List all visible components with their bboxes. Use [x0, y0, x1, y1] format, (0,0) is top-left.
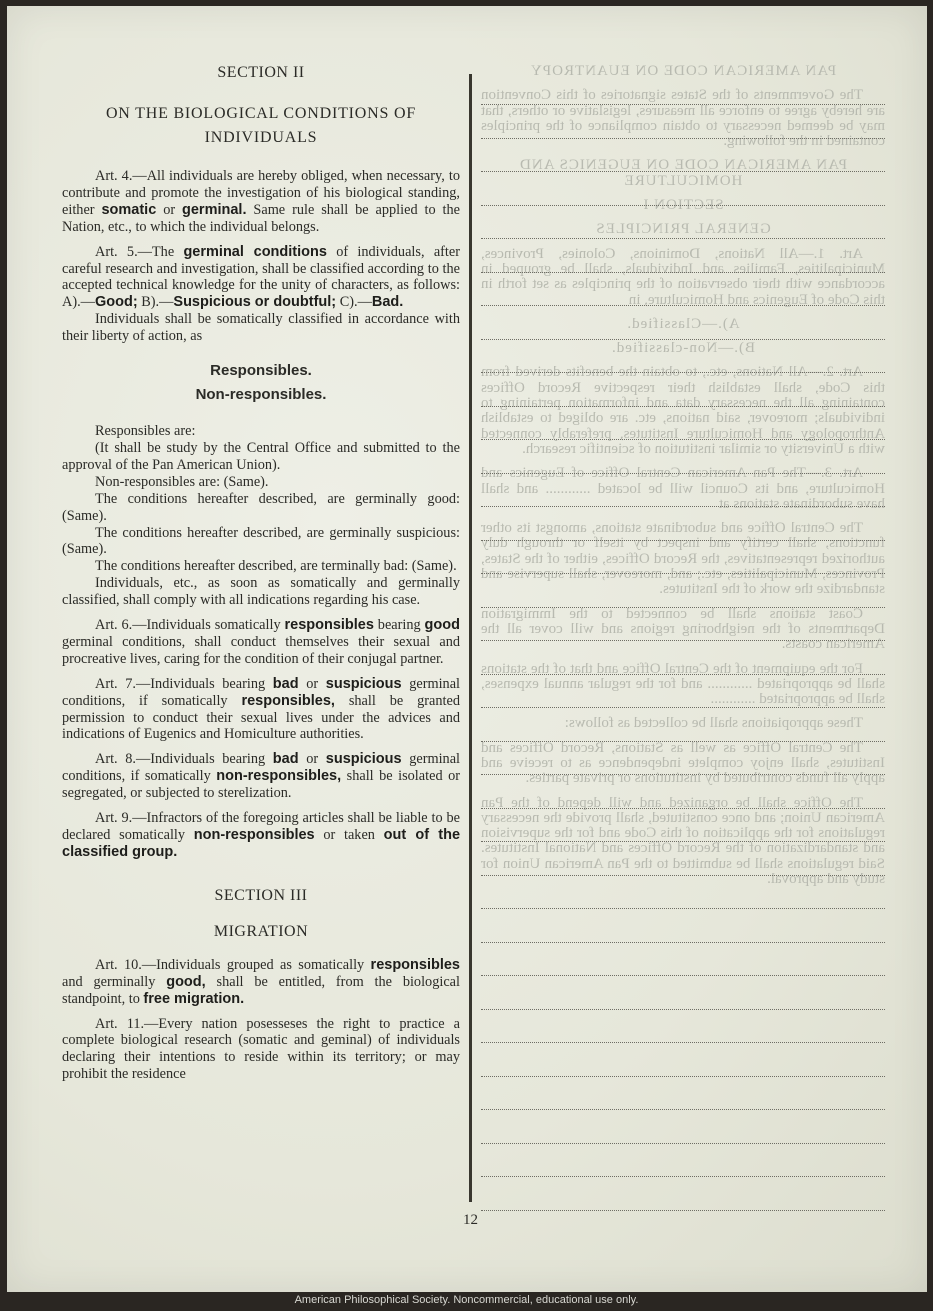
writing-line [481, 640, 885, 641]
writing-line [481, 138, 885, 139]
article-8-text-2: or [298, 751, 326, 768]
document-page [7, 6, 927, 1292]
bleed-4: GENERAL PRINCIPLES [595, 221, 771, 238]
article-5 [62, 244, 460, 312]
article-8-text-3: germinal conditions, if somatically [62, 751, 461, 785]
writing-line [481, 1176, 885, 1177]
bleed-7: B).—Non-classified. [611, 340, 755, 357]
article-10-text-3: shall be entitled, from the biological standpoint, to [62, 973, 460, 1007]
article-8 [62, 751, 460, 802]
writing-line [481, 1143, 885, 1144]
writing-line [481, 942, 885, 943]
writing-line [481, 841, 885, 842]
article-7-text-4: shall be granted permission to conduct their sexual lives under the advices and indications of Eugenics and Homiculture authorities. [62, 692, 460, 743]
resp-line-6: The conditions hereafter described, are terminally bad: (Same). [95, 558, 457, 575]
article-4-bold-1: somatic [101, 201, 157, 218]
article-6-bold-2: good [424, 617, 460, 634]
bleed-13: These appropiations shall be collected as follows: [564, 715, 863, 732]
writing-line [481, 808, 885, 809]
writing-line [481, 506, 885, 507]
column-divider [469, 74, 472, 1202]
article-5-bold-3: Suspicious or doubtful; [173, 294, 337, 311]
writing-line [481, 272, 885, 273]
bleed-1: The Governments of the States signatories of this Convention are hereby agree to enforce all measures, legislative or others, that may be deemed necessary to obtain compliance of the principles contained in the following. [481, 87, 885, 150]
writing-line [481, 171, 885, 172]
bleed-2: PAN AMERICAN CODE ON EUGENICS AND HOMICULTURE [519, 157, 847, 189]
article-8-bold-1: bad [272, 751, 299, 768]
writing-line [481, 104, 885, 105]
writing-line [481, 305, 885, 306]
article-4 [62, 168, 460, 236]
writing-line [481, 439, 885, 440]
article-7-bold-3: responsibles, [241, 692, 335, 709]
bleed-6: A).—Classified. [626, 315, 740, 332]
article-6-bold-1: responsibles [284, 617, 374, 634]
resp-line-3: Non-responsibles are: (Same). [95, 473, 269, 490]
article-7-text-2: or [298, 675, 326, 692]
writing-line [481, 1210, 885, 1211]
writing-line [481, 741, 885, 742]
article-4-text-3: Same rule shall be applied to the Nation, etc., to which the individual belongs. [62, 201, 460, 235]
article-5-text-4: C).— [336, 294, 372, 311]
article-10-bold-1: responsibles [370, 956, 460, 973]
writing-line [481, 406, 885, 407]
writing-line [481, 339, 885, 340]
bleed-8: Art. 2.—All Nations, etc., to obtain the benefits derived from this Code, shall establish their respective Record Offices containing all the necessary data and information pertaining to individuals; moreover, said nations, etc. are obliged to establish Anthropology and Homiculture Institutes, preferably connected with a University or similar institution of scientific research. [481, 364, 885, 457]
article-10-text-1: Art. 10.—Individuals grouped as somatically [95, 956, 371, 973]
article-8-bold-3: non-responsibles, [216, 768, 342, 785]
article-9-text-2: or taken [314, 827, 384, 843]
section-2-subtitle-line-1: ON THE BIOLOGICAL CONDITIONS OF [105, 105, 417, 122]
footer-credit: American Philosophical Society. Noncommercial, educational use only. [294, 1294, 639, 1306]
article-9 [62, 810, 460, 861]
article-7 [62, 676, 460, 744]
article-5-bold-1: germinal conditions [183, 243, 327, 260]
writing-line [481, 975, 885, 976]
article-11: Art. 11.—Every nation posesseses the right to practice a complete biological research (somatic and geminal) of individuals declaring their intentions to reside within its territory; or may prohibit the residence [62, 1015, 460, 1083]
classification-headings [62, 359, 460, 407]
article-10 [62, 957, 460, 1008]
resp-line-7: Individuals, etc., as soon as somatically and germinally classified, shall comply with all indications regarding his case. [62, 575, 460, 609]
bleed-11: Coast stations shall be connected to the Immigration Departments of the neighboring regions and will cover all the American coasts. [481, 605, 885, 653]
article-5-text-3: B).— [137, 294, 174, 311]
article-5-bold-4: Bad. [371, 294, 404, 311]
article-7-text-3: germinal conditions, if somatically [62, 675, 461, 709]
article-8-text-4: shall be isolated or segregated, or subjected to sterelization. [62, 768, 460, 802]
article-7-text-1: Art. 7.—Individuals bearing [95, 675, 273, 692]
section-2-subtitle [62, 102, 460, 150]
article-5-text-1: Art. 5.—The [95, 243, 184, 260]
writing-line [481, 238, 885, 239]
article-6-text-3: germinal conditions, shall conduct themselves their sexual and procreative lives, caring for the condition of their conjugal partner. [62, 633, 460, 667]
writing-line [481, 875, 885, 876]
responsibles-list [62, 423, 460, 609]
writing-line [481, 540, 885, 541]
writing-line [481, 372, 885, 373]
writing-line [481, 1009, 885, 1010]
dotted-writing-lines [481, 64, 885, 1204]
writing-line [481, 205, 885, 206]
resp-line-2: (It shall be study by the Central Office and submitted to the approval of the Pan American Union). [62, 439, 460, 473]
writing-line [481, 607, 885, 608]
bleed-5: Art. 1.—All Nations, Dominions, Colonies, Provinces, Municipalities, Families and Individuals, shall be grouped in accordance with their observation of the principles as set forth in this Code of Eugenics and Homiculture, in [481, 245, 885, 308]
article-9-bold-2: out of the classified group. [62, 827, 461, 860]
section-3-subtitle: MIGRATION [213, 922, 309, 940]
heading-non-responsibles: Non-responsibles. [195, 386, 327, 404]
writing-line [481, 707, 885, 708]
writing-line [481, 573, 885, 574]
article-9-bold-1: non-responsibles [193, 827, 315, 843]
article-10-bold-3: free migration. [143, 990, 245, 1007]
article-8-text-1: Art. 8.—Individuals bearing [95, 751, 273, 768]
resp-line-1: Responsibles are: [95, 423, 196, 440]
writing-line [481, 1109, 885, 1110]
article-6-text-1: Art. 6.—Individuals somatically [95, 617, 285, 634]
page-number: 12 [463, 1212, 478, 1228]
bleed-10: The Central Office and subordinate stations, amongst its other functions, shall certify and inspect by itself or through duly authorized representatives, the Record Offices, either of the States, Provinces, Municipalities, etc.; and, moreover, shall supervise and standardize the work of the Institutes. [481, 520, 885, 598]
bleed-14: The Central Office as well as Stations, Record Offices and Institutes, shall enjoy complete independence as to receive and apply all funds contributed by institutions or private parties. [481, 739, 885, 787]
heading-responsibles: Responsibles. [210, 362, 312, 380]
writing-line [481, 1076, 885, 1077]
section-2-subtitle-line-2: INDIVIDUALS [204, 129, 318, 146]
bleed-0: PAN AMERICAN CODE ON EUANTROPY [529, 63, 837, 79]
article-4-text-1: Art. 4.—All individuals are hereby obliged, when necessary, to contribute and promote the investigation of his biological standing, either [62, 168, 460, 218]
resp-line-4: The conditions hereafter described, are germinally good: (Same). [62, 490, 460, 524]
article-6-text-2: bearing [373, 617, 425, 634]
writing-line [481, 1042, 885, 1043]
section-2-title: SECTION II [217, 64, 305, 81]
article-5-continuation: Individuals shall be somatically classified in accordance with their liberty of action, as [62, 311, 460, 345]
article-10-text-2: and germinally [62, 973, 167, 990]
article-4-text-2: or [156, 201, 183, 218]
article-10-bold-2: good, [166, 973, 206, 990]
writing-line [481, 774, 885, 775]
bleed-15: The Office shall be organized and will depend of the Pan American Union; and once constituted, shall provide the necessary regulations for the application of this Code and for the supervision and standardization of the Record Offices and National Institutes. Said regulations shall be submitted to the Pan American Union for study and approval. [481, 794, 885, 888]
article-6 [62, 617, 460, 668]
bleed-12: For the equipment of the Central Office and that of the stations shall be appropriated ............ and for the regular annual expenses, shall be appropriated ............ [481, 660, 885, 708]
article-8-bold-2: suspicious [325, 751, 402, 768]
left-column [62, 64, 460, 1091]
article-5-text-2: of individuals, after careful research and investigation, shall be classified according to the accepted technical knowledge for the unity of characters, as follows: A).— [62, 243, 461, 311]
resp-line-5: The conditions hereafter described, are germinally suspicious: (Same). [62, 524, 460, 558]
bleed-9: Art. 3.—The Pan American Central Office of Eugenics and Homiculture, and its Council will be located ............ and shall have subordinate stations at [481, 465, 885, 512]
section-3-title: SECTION III [214, 886, 308, 904]
writing-line [481, 674, 885, 675]
writing-line [481, 473, 885, 474]
article-7-bold-1: bad [272, 675, 299, 692]
bleed-3: SECTION I [642, 197, 724, 214]
writing-line [481, 908, 885, 909]
article-9-text-1: Art. 9.—Infractors of the foregoing articles shall be liable to be declared somatically [62, 810, 460, 843]
article-7-bold-2: suspicious [325, 675, 402, 692]
article-4-bold-2: germinal. [182, 201, 247, 218]
article-5-bold-2: Good; [94, 294, 138, 311]
right-column-bleedthrough [481, 64, 885, 1204]
